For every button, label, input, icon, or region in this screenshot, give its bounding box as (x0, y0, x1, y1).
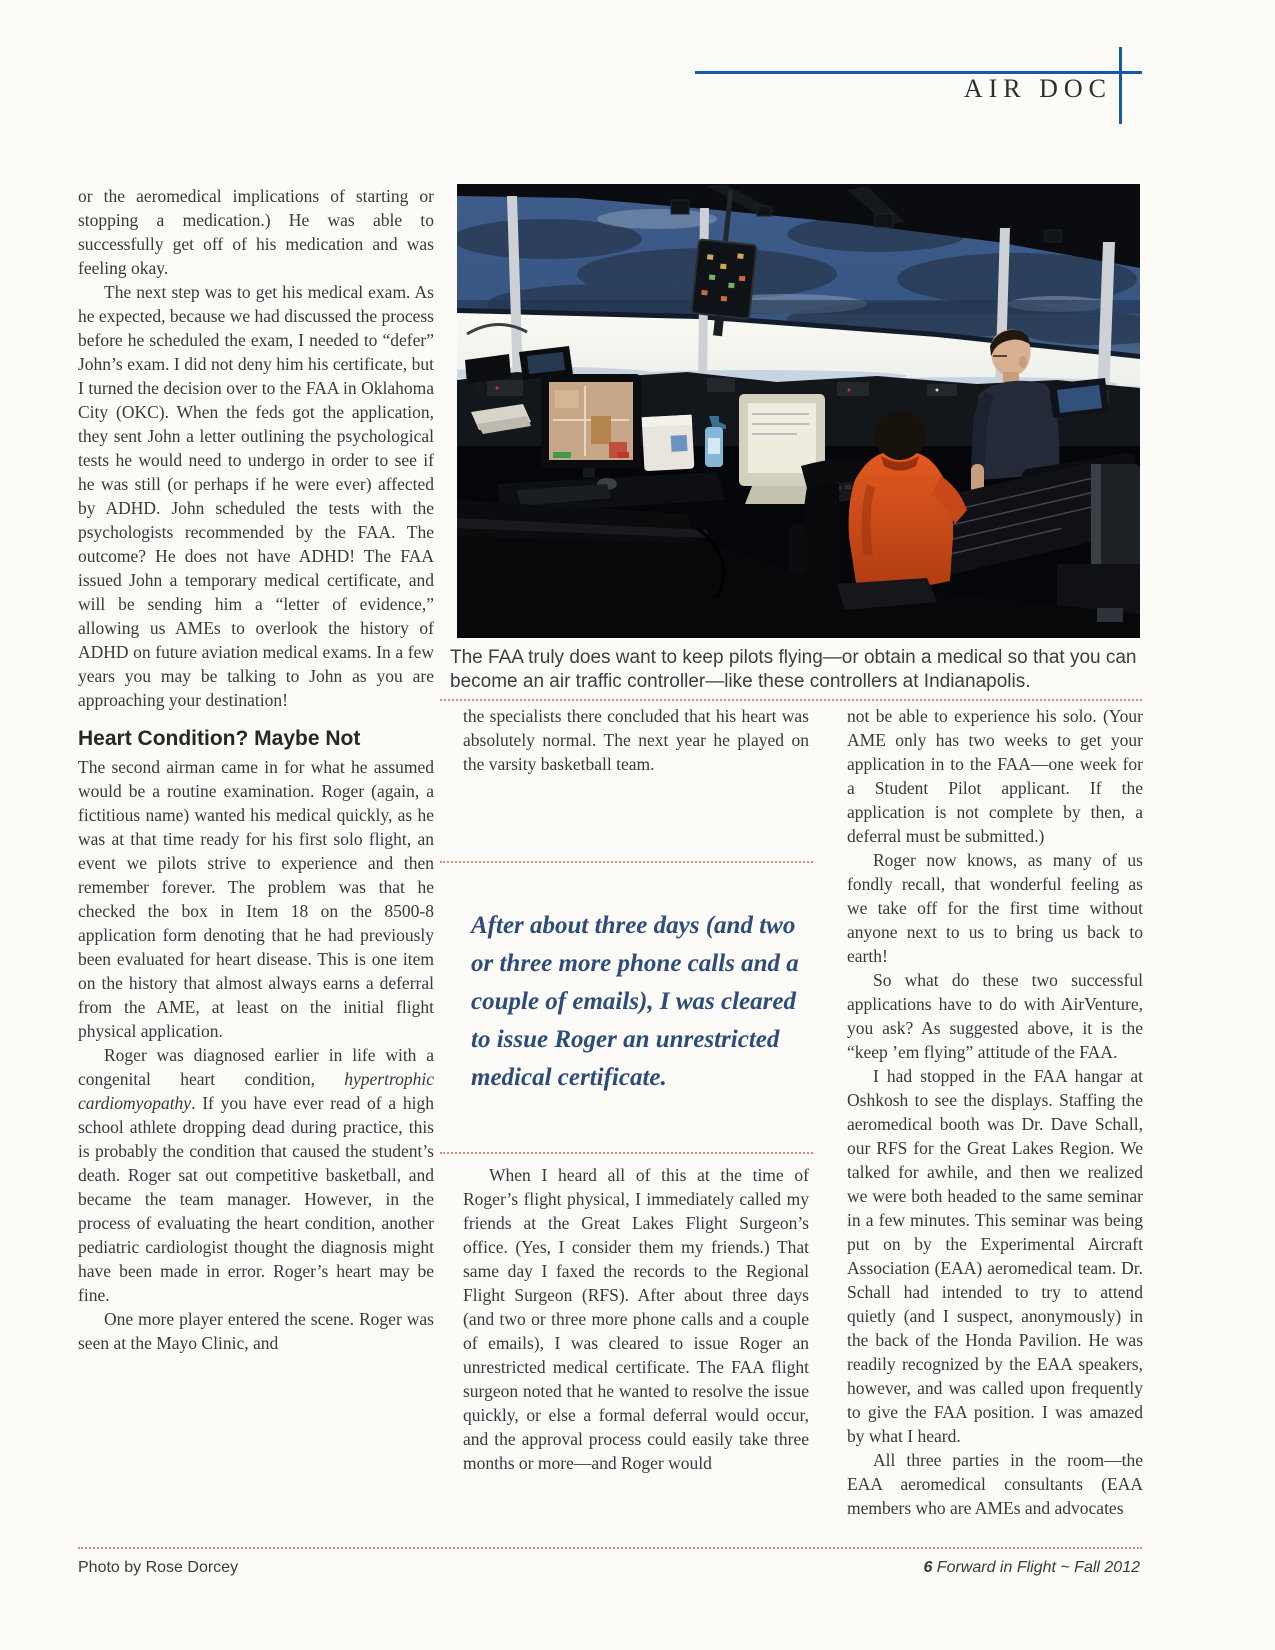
column-left (78, 184, 434, 1540)
paragraph-text: Roger was diagnosed earlier in life with a congenital heart condition, (78, 1045, 434, 1089)
photo-caption: The FAA truly does want to keep pilots flying—or obtain a medical so that you can become an air traffic controller—like these controllers at Indianapolis. (450, 647, 1137, 692)
page-number: 6 (923, 1559, 933, 1576)
medical-term: hypertrophic cardiomyopathy (78, 1069, 434, 1113)
caption-divider (440, 699, 1142, 701)
paragraph-text: . If you have ever read of a high school athlete dropping dead during practice, this is probably the condition that caused the student’s death. Roger sat out competitive basketball, and became the team manager. However, in the process of evaluating the heart condition, another pediatric cardiologist thought the diagnosis might have been made in error. Roger’s heart may be fine. (78, 1093, 434, 1305)
column-middle (463, 704, 809, 1550)
paragraph: When I heard all of this at the time of Roger’s flight physical, I immediately called my friends at the Great Lakes Flight Surgeon’s office. (Yes, I consider them my friends.) That same day I faxed the records to the Regional Flight Surgeon (RFS). After about three days (and two or three more phone calls and a couple of emails), I was cleared to issue Roger an unrestricted medical certificate. The FAA flight surgeon noted that he wanted to resolve the issue quickly, or else a formal deferral would occur, and the approval process could easily take three months or more—and Roger would (463, 1165, 809, 1473)
header-rule-vertical (1119, 47, 1122, 124)
paragraph: the specialists there concluded that his heart was absolutely normal. The next year he played on the varsity basketball team. (463, 706, 809, 774)
photo-atc-tower (457, 184, 1140, 638)
footer-folio (923, 1559, 1140, 1577)
atc-photo-illustration (457, 184, 1140, 638)
page-title: AIR DOC (963, 74, 1112, 103)
paragraph: The next step was to get his medical exam. As he expected, because we had discussed the process before he scheduled the exam, I needed to “defer” John’s exam. I did not deny him his certificate, but I turned the decision over to the FAA in Oklahoma City (OKC). When the feds got the application, they sent John a letter outlining the psychological tests he would need to undergo in order to see if he was still (or perhaps if he were ever) affected by ADHD. John scheduled the tests with the psychologists recommended by the FAA. The outcome? He does not have ADHD! The FAA issued John a temporary medical certificate, and will be sending him a “letter of evidence,” allowing us AMEs to overlook the history of ADHD on future aviation medical exams. In a few years you may be talking to John as you are approaching your destination! (78, 282, 434, 710)
footer-divider (78, 1547, 1142, 1549)
pull-quote: After about three days (and two or three more phone calls and a couple of emails), I was cleared to issue Roger an unrestricted medical certificate. (471, 912, 799, 1091)
paragraph: not be able to experience his solo. (Your AME only has two weeks to get your application in to the FAA—one week for a Student Pilot applicant. If the application is not complete by then, a deferral must be submitted.) (847, 706, 1143, 846)
paragraph: The second airman came in for what he assumed would be a routine examination. Roger (again, a fictitious name) wanted his medical quickly, as he was at that time ready for his first solo flight, an event we pilots strive to experience and then remember forever. The problem was that he checked the box in Item 18 on the 8500-8 application form denoting that he had previously been evaluated for heart disease. This is one item on the history that almost always earns a deferral from the AME, at least on the initial flight physical application. (78, 757, 434, 1041)
photo-credit: Photo by Rose Dorcey (78, 1559, 239, 1576)
paragraph: So what do these two successful applications have to do with AirVenture, you ask? As suggested above, it is the “keep ’em flying” attitude of the FAA. (847, 970, 1143, 1062)
paragraph: One more player entered the scene. Roger was seen at the Mayo Clinic, and (78, 1309, 434, 1353)
paragraph: or the aeromedical implications of starting or stopping a medication.) He was able to successfully get off of his medication and was feeling okay. (78, 186, 434, 278)
paragraph (78, 1043, 434, 1307)
paragraph: Roger now knows, as many of us fondly recall, that wonderful feeling as we take off for the first time without anyone next to us to bring us back to earth! (847, 850, 1143, 966)
publication-name: Forward in Flight ~ Fall 2012 (936, 1559, 1140, 1576)
photo-left-monitor (541, 374, 641, 478)
paragraph: All three parties in the room—the EAA aeromedical consultants (EAA members who are AMEs and advocates (847, 1450, 1143, 1518)
divider (440, 1152, 813, 1154)
divider (440, 861, 813, 863)
photo-white-box (642, 415, 695, 472)
column-right (847, 704, 1143, 1550)
paragraph: I had stopped in the FAA hangar at Oshkosh to see the displays. Staffing the aeromedical booth was Dr. Dave Schall, our RFS for the Great Lakes Region. We talked for awhile, and then we realized we were both headed to the same seminar in a few minutes. This seminar was being put on by the Experimental Aircraft Association (EAA) aeromedical team. Dr. Schall had intended to try to attend quietly (and I suspect, anonymously) in the back of the Honda Pavilion. He was readily recognized by the EAA speakers, however, and was called upon frequently to give the FAA position. I was amazed by what I heard. (847, 1066, 1143, 1446)
section-heading: Heart Condition? Maybe Not (78, 727, 361, 750)
